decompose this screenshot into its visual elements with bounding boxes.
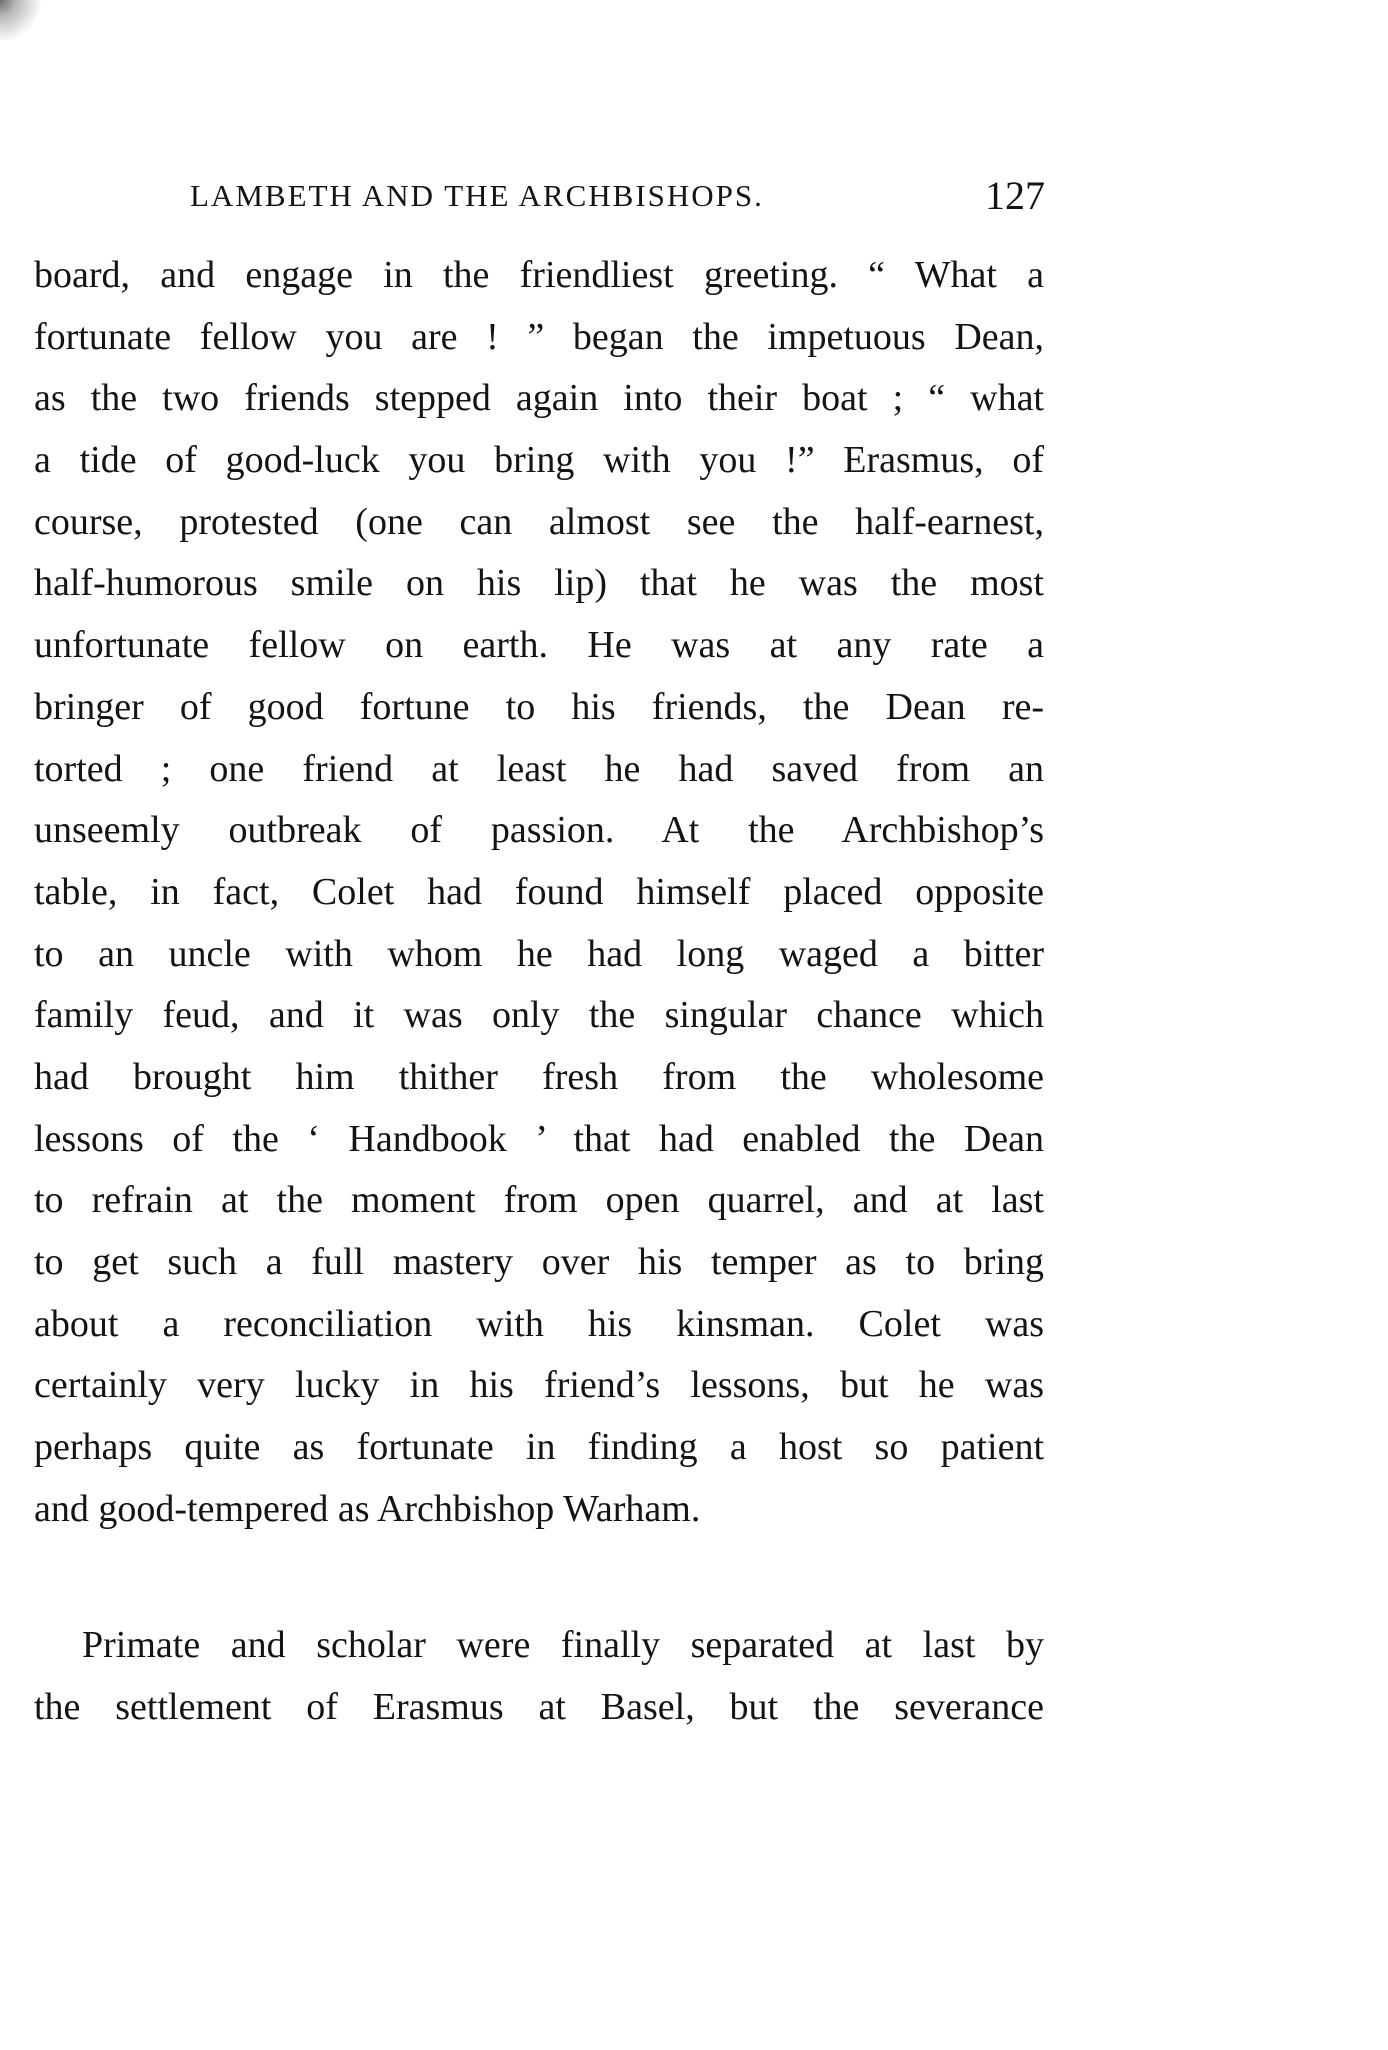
text-line: perhaps quite as fortunate in finding a host so patient: [34, 1426, 1044, 1469]
paragraph-spacer: [34, 1540, 1044, 1615]
text-line: family feud, and it was only the singular chance which: [34, 994, 1044, 1037]
page-header: [190, 170, 1045, 230]
text-line: and good-tempered as Archbishop Warham.: [34, 1487, 701, 1530]
text-line: table, in fact, Colet had found himself placed opposite: [34, 870, 1044, 913]
text-line: unfortunate fellow on earth. He was at any rate a: [34, 624, 1044, 667]
text-line: to get such a full mastery over his temper as to bring: [34, 1241, 1044, 1283]
text-line: the settlement of Erasmus at Basel, but the severance: [34, 1686, 1044, 1729]
text-line: a tide of good-luck you bring with you !” Erasmus, of: [34, 439, 1044, 482]
scan-corner-mark: [0, 0, 60, 40]
text-line: to an uncle with whom he had long waged a bitter: [34, 932, 1044, 975]
running-head: LAMBETH AND THE ARCHBISHOPS.: [190, 178, 764, 213]
text-line: to refrain at the moment from open quarrel, and at last: [34, 1179, 1044, 1222]
text-line: as the two friends stepped again into their boat ; “ what: [34, 377, 1044, 420]
text-line: about a reconciliation with his kinsman. Colet was: [34, 1302, 1044, 1345]
text-line: lessons of the ‘ Handbook ’ that had enabled the Dean: [34, 1117, 1044, 1160]
text-line: torted ; one friend at least he had saved from an: [34, 747, 1044, 790]
paragraph-1: [34, 245, 1044, 1540]
paragraph-2: [34, 1615, 1044, 1738]
text-line: unseemly outbreak of passion. At the Archbishop’s: [34, 809, 1044, 852]
text-line: certainly very lucky in his friend’s lessons, but he was: [34, 1364, 1044, 1407]
text-line: bringer of good fortune to his friends, the Dean re-: [34, 685, 1044, 728]
text-line: fortunate fellow you are ! ” began the impetuous Dean,: [34, 315, 1044, 358]
text-line: course, protested (one can almost see the half-earnest,: [34, 500, 1044, 543]
page-number: 127: [985, 173, 1045, 218]
body-text: [34, 245, 1044, 1739]
text-line: had brought him thither fresh from the wholesome: [34, 1055, 1044, 1098]
text-line: board, and engage in the friendliest greeting. “ What a: [34, 254, 1044, 296]
text-line: half-humorous smile on his lip) that he was the most: [34, 562, 1044, 605]
text-line: Primate and scholar were finally separated at last by: [82, 1624, 1044, 1667]
